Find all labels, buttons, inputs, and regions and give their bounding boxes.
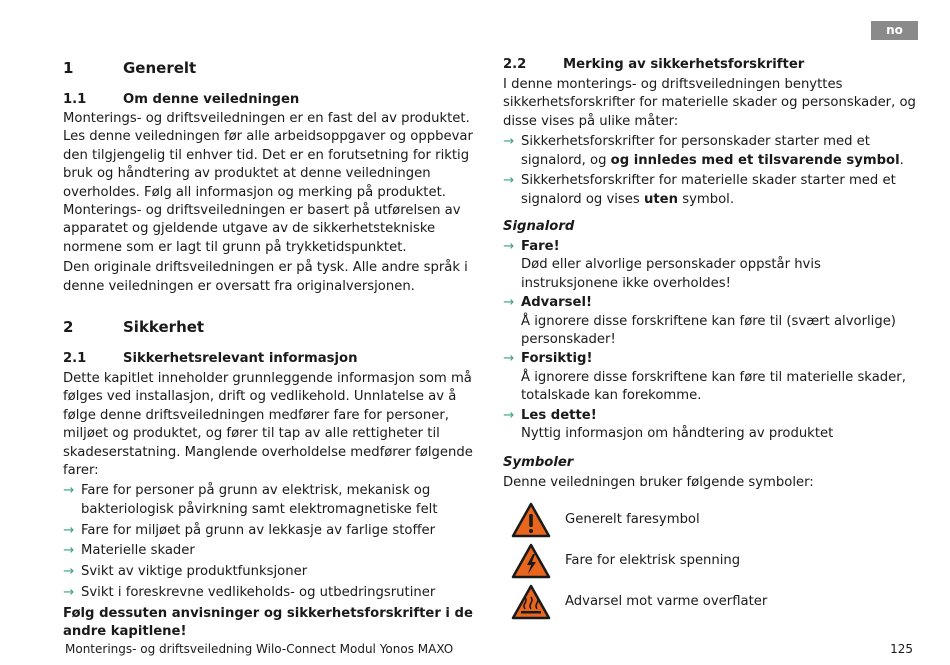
list-item xyxy=(63,522,481,540)
list-item xyxy=(503,133,918,170)
symbol-label: Generelt faresymbol xyxy=(565,511,700,527)
paragraph: Monterings- og driftsveiledningen er en fast del av produktet. Les denne veiledningen før alle arbeidsoppgaver og oppbevar den tilgjengelig til enhver tid. Det er en forutsetning for riktig bruk og håndtering av produktet at denne veiledningen overholdes. Følg all informasjon og merking på produktet. Monterings- og driftsveiledningen er basert på utførelsen av apparatet og gjeldende utgave av de sikkerhetstekniske normene som er lagt til grunn på trykketidspunktet. xyxy=(63,111,473,255)
signal-desc: Nyttig informasjon om håndtering av produktet xyxy=(521,426,834,442)
section-number: 2.2 xyxy=(503,57,527,72)
section-2-2-body xyxy=(503,76,918,212)
arrow-icon: → xyxy=(503,407,515,423)
arrow-icon: → xyxy=(503,295,515,311)
arrow-icon: → xyxy=(503,351,515,367)
section-title: Sikkerhet xyxy=(123,318,205,336)
signalord-heading: Signalord xyxy=(503,219,575,234)
signal-name: Fare! xyxy=(521,239,560,254)
list-item-text: Svikt i foreskrevne vedlikeholds- og utbedringsrutiner xyxy=(81,585,436,601)
arrow-icon: → xyxy=(503,239,515,254)
language-tab: no xyxy=(871,21,918,40)
section-number: 2 xyxy=(63,318,74,336)
electric-hazard-icon xyxy=(511,543,551,579)
paragraph: Den originale driftsveiledningen er på tysk. Alle andre språk i denne veiledningen er oversatt fra originalversjonen. xyxy=(63,260,468,294)
section-title: Sikkerhetsrelevant informasjon xyxy=(123,351,358,366)
text-part: symbol. xyxy=(678,191,735,207)
section-2-2-heading xyxy=(503,56,804,74)
paragraph: Dette kapitlet inneholder grunnleggende informasjon som må følges ved installasjon, drift og vedlikehold. Unnlatelse av å følge denne driftsveiledningen medfører fare for personer, miljøet og produktet, og fører til tap av alle rettigheter til skadeserstatning. Manglende overholdelse medfører følgende farer: xyxy=(63,371,473,479)
text-part: Sikkerhetsforskrifter for personskader starter med et signalord, og xyxy=(521,134,870,168)
symboler-intro: Denne veiledningen bruker følgende symboler: xyxy=(503,475,814,490)
signal-desc: Å ignorere disse forskriftene kan føre til materielle skader, totalskade kan forekomme. xyxy=(521,369,906,404)
symbol-label: Advarsel mot varme overflater xyxy=(565,593,768,609)
signal-desc: Død eller alvorlige personskader oppstår hvis instruksjonene ikke overholdes! xyxy=(521,257,821,291)
signal-name: Forsiktig! xyxy=(521,351,593,367)
signal-item xyxy=(503,238,918,293)
arrow-icon: → xyxy=(503,173,515,189)
hazard-list xyxy=(63,482,481,602)
symbol-row xyxy=(511,584,767,620)
arrow-icon: → xyxy=(63,564,75,580)
text-part: . xyxy=(899,152,904,168)
section-2-1-heading xyxy=(63,350,358,368)
list-item-text: Fare for personer på grunn av elektrisk, mekanisk og bakteriologisk påvirkning samt elektromagnetiske felt xyxy=(81,483,438,517)
marking-list xyxy=(503,133,918,209)
symbol-row xyxy=(511,502,700,538)
signal-desc: Å ignorere disse forskriftene kan føre til (svært alvorlige) personskader! xyxy=(521,313,896,348)
footer-title: Monterings- og driftsveiledning Wilo-Connect Modul Yonos MAXO xyxy=(65,642,454,656)
symboler-heading: Symboler xyxy=(503,455,574,470)
page-number: 125 xyxy=(890,642,913,656)
arrow-icon: → xyxy=(63,585,75,601)
list-item xyxy=(503,172,918,209)
list-item xyxy=(63,542,481,560)
section-number: 1.1 xyxy=(63,92,87,107)
section-1-heading xyxy=(63,59,196,77)
signal-item xyxy=(503,294,918,349)
paragraph: I denne monterings- og driftsveiledningen benyttes sikkerhetsforskrifter for materielle skader og personskader, og disse vises på ulike måter: xyxy=(503,77,916,129)
final-note: Følg dessuten anvisninger og sikkerhetsforskrifter i de andre kapitlene! xyxy=(63,605,473,640)
arrow-icon: → xyxy=(63,483,75,499)
section-title: Om denne veiledningen xyxy=(123,92,300,107)
list-item-text: Materielle skader xyxy=(81,543,195,559)
symbol-row xyxy=(511,543,740,579)
symbol-label: Fare for elektrisk spenning xyxy=(565,552,741,568)
section-2-1-body xyxy=(63,370,481,642)
section-1-1-body xyxy=(63,110,481,296)
list-item-text: Svikt av viktige produktfunksjoner xyxy=(81,564,308,580)
text-part-bold: uten xyxy=(643,191,679,207)
arrow-icon: → xyxy=(63,543,75,559)
hot-surface-icon xyxy=(511,584,551,620)
general-danger-icon xyxy=(511,502,551,538)
text-part-bold: og innledes med et tilsvarende symbol xyxy=(610,152,900,168)
signal-item xyxy=(503,350,918,405)
section-title: Generelt xyxy=(123,59,197,77)
text-part: Sikkerhetsforskrifter for materielle skader starter med et signalord og vises xyxy=(521,173,896,207)
arrow-icon: → xyxy=(63,522,75,538)
list-item xyxy=(63,482,481,519)
section-1-1-heading xyxy=(63,91,299,109)
section-title: Merking av sikkerhetsforskrifter xyxy=(563,57,805,72)
signal-item xyxy=(503,407,918,444)
list-item xyxy=(63,584,481,602)
section-number: 1 xyxy=(63,59,74,77)
arrow-icon: → xyxy=(503,134,515,150)
signal-name: Les dette! xyxy=(521,407,597,423)
list-item-text: Fare for miljøet på grunn av lekkasje av farlige stoffer xyxy=(81,522,436,538)
signal-word-list xyxy=(503,238,918,444)
signal-name: Advarsel! xyxy=(521,295,592,311)
section-number: 2.1 xyxy=(63,351,87,366)
list-item xyxy=(63,563,481,581)
section-2-heading xyxy=(63,318,204,336)
